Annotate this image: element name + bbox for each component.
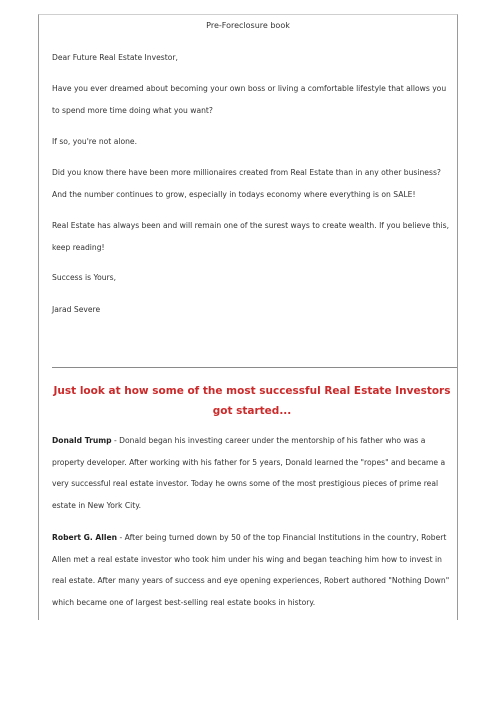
document-page	[38, 14, 458, 620]
investor-paragraph-trump	[52, 430, 452, 516]
letter-closing: Success is Yours,	[52, 273, 117, 282]
investor-paragraph-allen	[52, 527, 452, 613]
section-divider	[52, 367, 457, 368]
letter-greeting: Dear Future Real Estate Investor,	[52, 53, 178, 62]
section-headline: Just look at how some of the most successful Real Estate Investors got started...	[53, 385, 451, 417]
page-header: Pre-Foreclosure book	[206, 21, 290, 30]
investor-name: Robert G. Allen	[52, 533, 118, 542]
investor-name: Donald Trump	[52, 436, 112, 445]
letter-paragraph-3: Did you know there have been more millionaires created from Real Estate than in any other business? And the number continues to grow, especially in todays economy where everything is on SALE!	[52, 168, 441, 199]
letter-paragraph-4: Real Estate has always been and will remain one of the surest ways to create wealth. If you believe this, keep reading!	[52, 221, 449, 252]
letter-signature: Jarad Severe	[52, 305, 101, 314]
letter-paragraph-2: If so, you're not alone.	[52, 137, 137, 146]
letter-paragraph-1: Have you ever dreamed about becoming your own boss or living a comfortable lifestyle that allows you to spend more time doing what you want?	[52, 84, 447, 115]
investor-description: - Donald began his investing career under the mentorship of his father who was a property developer. After working with his father for 5 years, Donald learned the "ropes" and became a very successful real estate investor. Today he owns some of the most prestigious pieces of prime real estate in New York City.	[52, 436, 446, 510]
investor-description: - After being turned down by 50 of the top Financial Institutions in the country, Robert Allen met a real estate investor who took him under his wing and began teaching him how to invest in real estate. After many years of success and eye opening experiences, Robert authored "Nothing Down" which became one of largest best-selling real estate books in history.	[52, 533, 450, 607]
